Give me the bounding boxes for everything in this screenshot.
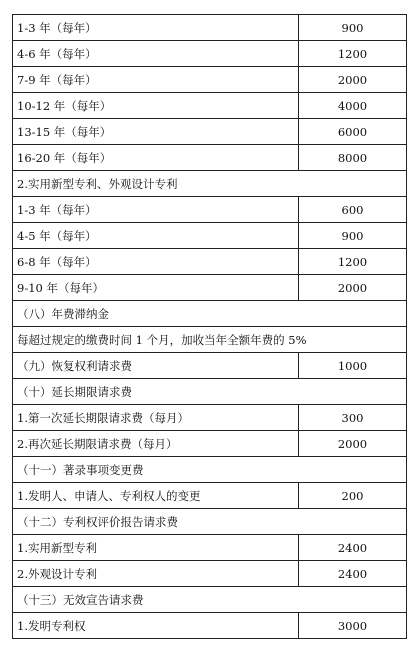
table-row <box>13 405 407 431</box>
table-row <box>13 509 407 535</box>
table-row <box>13 119 407 145</box>
fee-item-label: （十一）著录事项变更费 <box>13 457 407 483</box>
fee-item-label: （八）年费滞纳金 <box>13 301 407 327</box>
table-row <box>13 379 407 405</box>
table-row <box>13 41 407 67</box>
fee-amount: 300 <box>299 405 407 431</box>
table-row <box>13 197 407 223</box>
fee-item-label: （十三）无效宣告请求费 <box>13 587 407 613</box>
fee-amount: 1000 <box>299 353 407 379</box>
fee-amount: 2400 <box>299 561 407 587</box>
fee-item-label: 1-3 年（每年） <box>13 197 299 223</box>
table-row <box>13 67 407 93</box>
fee-item-label: 1-3 年（每年） <box>13 15 299 41</box>
table-row <box>13 223 407 249</box>
table-row <box>13 93 407 119</box>
fee-amount: 900 <box>299 223 407 249</box>
table-row <box>13 249 407 275</box>
fee-amount: 900 <box>299 15 407 41</box>
table-row <box>13 457 407 483</box>
fee-amount: 1200 <box>299 249 407 275</box>
fee-amount: 200 <box>299 483 407 509</box>
fee-table <box>12 14 407 639</box>
table-row <box>13 431 407 457</box>
fee-item-label: 2.再次延长期限请求费（每月） <box>13 431 299 457</box>
fee-item-label: 1.第一次延长期限请求费（每月） <box>13 405 299 431</box>
fee-item-label: （九）恢复权利请求费 <box>13 353 299 379</box>
fee-item-label: 6-8 年（每年） <box>13 249 299 275</box>
fee-item-label: 13-15 年（每年） <box>13 119 299 145</box>
table-row <box>13 171 407 197</box>
fee-amount: 8000 <box>299 145 407 171</box>
table-row <box>13 613 407 639</box>
table-row <box>13 301 407 327</box>
table-row <box>13 275 407 301</box>
fee-item-label: 每超过规定的缴费时间 1 个月，加收当年全额年费的 5% <box>13 327 407 353</box>
fee-amount: 4000 <box>299 93 407 119</box>
table-row <box>13 353 407 379</box>
fee-item-label: 4-6 年（每年） <box>13 41 299 67</box>
fee-amount: 2000 <box>299 275 407 301</box>
table-row <box>13 15 407 41</box>
fee-amount: 2000 <box>299 67 407 93</box>
fee-amount: 2000 <box>299 431 407 457</box>
fee-amount: 2400 <box>299 535 407 561</box>
table-row <box>13 145 407 171</box>
table-row <box>13 327 407 353</box>
fee-item-label: 4-5 年（每年） <box>13 223 299 249</box>
fee-item-label: 1.发明专利权 <box>13 613 299 639</box>
fee-item-label: 1.发明人、申请人、专利权人的变更 <box>13 483 299 509</box>
table-row <box>13 561 407 587</box>
table-row <box>13 587 407 613</box>
fee-item-label: 2.外观设计专利 <box>13 561 299 587</box>
fee-item-label: 7-9 年（每年） <box>13 67 299 93</box>
fee-item-label: （十二）专利权评价报告请求费 <box>13 509 407 535</box>
fee-amount: 6000 <box>299 119 407 145</box>
table-row <box>13 535 407 561</box>
fee-amount: 1200 <box>299 41 407 67</box>
fee-item-label: 1.实用新型专利 <box>13 535 299 561</box>
fee-table-body <box>13 15 407 639</box>
table-row <box>13 483 407 509</box>
fee-item-label: 2.实用新型专利、外观设计专利 <box>13 171 407 197</box>
fee-amount: 600 <box>299 197 407 223</box>
fee-item-label: 16-20 年（每年） <box>13 145 299 171</box>
fee-amount: 3000 <box>299 613 407 639</box>
fee-item-label: （十）延长期限请求费 <box>13 379 407 405</box>
fee-item-label: 9-10 年（每年） <box>13 275 299 301</box>
fee-item-label: 10-12 年（每年） <box>13 93 299 119</box>
